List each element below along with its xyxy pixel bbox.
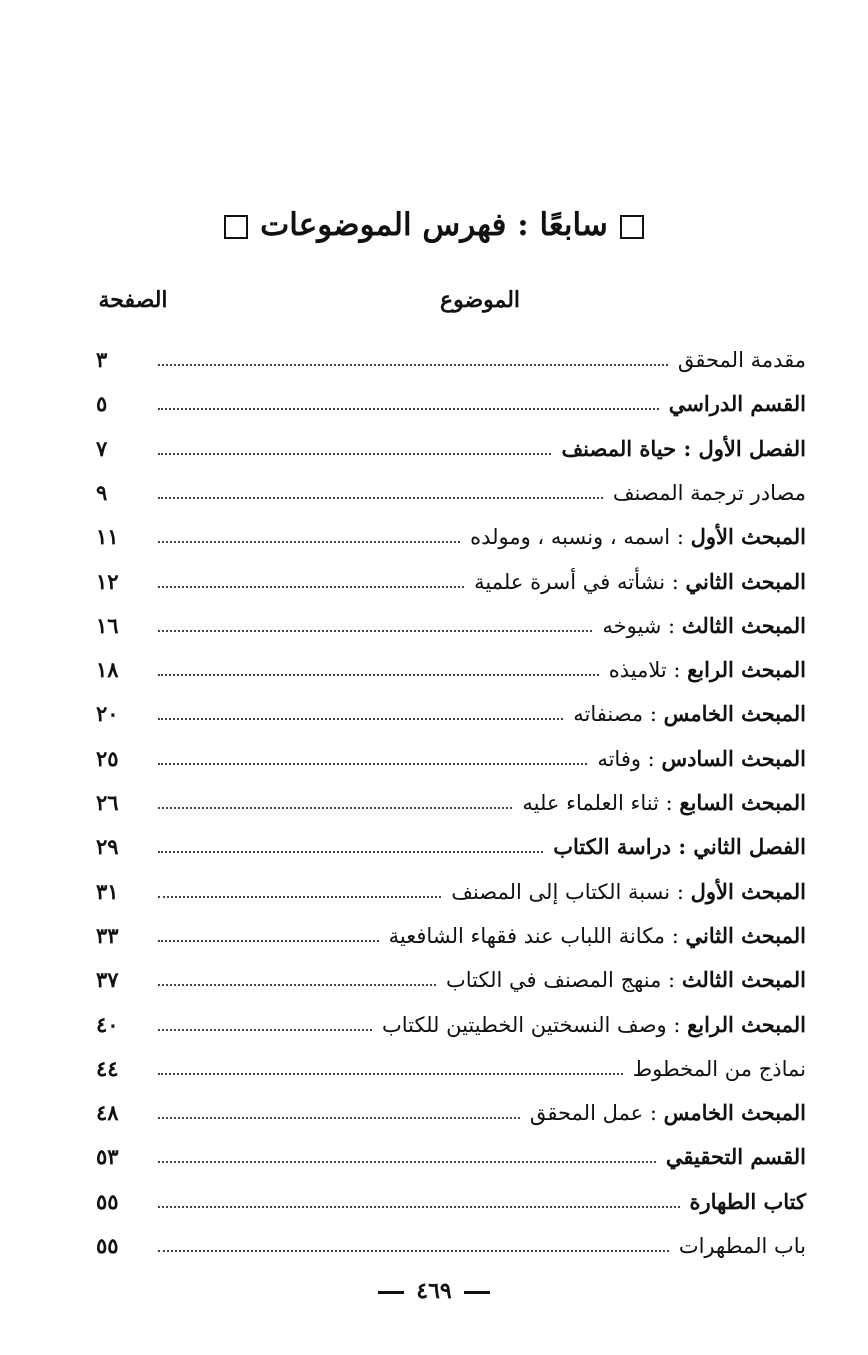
toc-entry-text: مقدمة المحقق <box>677 348 806 372</box>
toc-entry-title <box>451 870 806 914</box>
toc-entry-title <box>669 382 806 426</box>
toc-entry-text: : نشأته في أسرة علمية <box>474 569 686 594</box>
dot-leader <box>158 541 460 543</box>
toc-entry-heading: الفصل الأول : حياة المصنف <box>561 435 806 461</box>
toc-entry <box>0 737 868 781</box>
toc-entry-title <box>470 515 806 559</box>
toc-entry-text: : مكانة اللباب عند فقهاء الشافعية <box>388 923 686 948</box>
toc-entry-title <box>609 648 806 692</box>
toc-entry-title <box>602 604 806 648</box>
toc-entry-title <box>666 1135 806 1179</box>
dot-leader <box>158 1250 669 1252</box>
page-number: ٤٦٩ <box>416 1278 452 1304</box>
toc-entry-heading: المبحث الرابع <box>687 1011 806 1037</box>
page-column-header: الصفحة <box>98 287 168 313</box>
dot-leader <box>158 497 603 499</box>
topic-column-header: الموضوع <box>439 287 521 313</box>
toc-entry-heading: المبحث الثالث <box>681 967 806 993</box>
toc-entry-title <box>553 825 806 869</box>
toc-entry-heading: الفصل الثاني : دراسة الكتاب <box>553 834 806 860</box>
dot-leader <box>158 984 436 986</box>
dot-leader <box>158 1073 623 1075</box>
toc-entry <box>0 781 868 825</box>
toc-entry-heading: كتاب الطهارة <box>689 1188 806 1214</box>
toc-entry-title <box>573 692 806 736</box>
square-ornament-icon <box>620 215 644 239</box>
toc-entry-page: ٣ <box>96 347 108 372</box>
toc-entry-page: ٢٠ <box>96 701 119 727</box>
toc-entry <box>0 648 868 692</box>
toc-entry-page: ٧ <box>96 435 108 461</box>
toc-entry-text: : اسمه ، ونسبه ، ومولده <box>470 525 691 550</box>
toc-entry-title <box>389 914 806 958</box>
toc-entry-text: نماذج من المخطوط <box>632 1056 806 1081</box>
toc-entry <box>0 471 868 515</box>
toc-entry-heading: المبحث الثاني <box>685 922 806 948</box>
toc-entry-page: ٥٣ <box>96 1144 119 1170</box>
dot-leader <box>158 718 563 720</box>
dot-leader <box>158 453 551 455</box>
toc-entry-page: ١٨ <box>96 657 119 683</box>
toc-entry-heading: المبحث الثالث <box>681 612 806 638</box>
toc-entry <box>0 958 868 1002</box>
toc-entry-title <box>561 427 806 471</box>
toc-entry-heading: المبحث الرابع <box>687 657 806 683</box>
toc-entry-text: مصادر ترجمة المصنف <box>612 480 806 505</box>
toc-entry-page: ٤٨ <box>96 1100 119 1126</box>
toc-entry <box>0 427 868 471</box>
toc-entry-text: : عمل المحقق <box>529 1101 664 1126</box>
toc-entry-text: : نسبة الكتاب إلى المصنف <box>451 879 691 904</box>
toc-entry-page: ٣٧ <box>96 967 119 993</box>
toc-entry-page: ١١ <box>96 524 119 550</box>
toc-entry-heading: المبحث السابع <box>679 790 806 815</box>
toc-entry-title <box>522 781 806 825</box>
dot-leader <box>158 586 464 588</box>
toc-entry-heading: المبحث الأول <box>690 878 806 904</box>
dot-leader <box>158 1117 520 1119</box>
toc-entry-title <box>633 1047 806 1091</box>
toc-entry-heading: المبحث السادس <box>661 745 806 771</box>
toc-entry-page: ٢٩ <box>96 834 119 860</box>
dot-leader <box>158 630 592 632</box>
toc-entry-title <box>382 1003 806 1047</box>
toc-entry-page: ٥٥ <box>96 1233 119 1258</box>
toc-entry-text: باب المطهرات <box>678 1234 806 1258</box>
toc-entry-page: ٣١ <box>96 878 119 904</box>
toc-entry-page: ١٦ <box>96 612 119 638</box>
toc-entry-heading: المبحث الخامس <box>663 701 806 727</box>
dot-leader <box>158 674 599 676</box>
dot-leader <box>158 1029 372 1031</box>
toc-entry <box>0 914 868 958</box>
toc-entry <box>0 604 868 648</box>
toc-entry-text: : وفاته <box>597 746 662 771</box>
toc-entry-page: ٢٥ <box>96 745 119 771</box>
toc-entry <box>0 1180 868 1224</box>
dot-leader <box>158 364 668 366</box>
toc-entry <box>0 560 868 604</box>
page-title <box>0 200 868 250</box>
toc-entry-page: ٢٦ <box>96 790 119 815</box>
dot-leader <box>158 408 659 410</box>
toc-entry-title <box>530 1091 806 1135</box>
toc-entry <box>0 1135 868 1179</box>
toc-entry-heading: القسم التحقيقي <box>665 1144 806 1170</box>
toc-entry-title <box>678 338 806 382</box>
toc-entry-text: : مصنفاته <box>573 702 664 727</box>
toc-entry-page: ٤٠ <box>96 1011 119 1037</box>
toc-entry-title <box>613 471 806 515</box>
dot-leader <box>158 896 441 898</box>
toc-entry-page: ٣٣ <box>96 922 119 948</box>
toc-entry <box>0 825 868 869</box>
toc-entry-title <box>597 737 806 781</box>
toc-entry-text: : منهج المصنف في الكتاب <box>446 968 682 993</box>
toc-entry-page: ٤٤ <box>96 1055 119 1081</box>
square-ornament-icon <box>224 215 248 239</box>
toc-entry-title <box>690 1180 807 1224</box>
toc-entry-heading: القسم الدراسي <box>668 391 806 417</box>
toc-entry <box>0 870 868 914</box>
dash-ornament <box>464 1291 490 1294</box>
dot-leader <box>158 763 587 765</box>
toc-entry-heading: المبحث الأول <box>690 524 806 550</box>
toc-entry-page: ٥٥ <box>96 1188 119 1214</box>
dot-leader <box>158 851 543 853</box>
toc-entry-page: ٩ <box>96 479 108 505</box>
toc-entry-text: : ثناء العلماء عليه <box>522 791 680 815</box>
dot-leader <box>158 1206 680 1208</box>
dot-leader <box>158 940 379 942</box>
page-title-text: سابعًا : فهرس الموضوعات <box>260 207 608 243</box>
toc-entry <box>0 1003 868 1047</box>
toc-entry-text: : تلاميذه <box>608 658 688 683</box>
toc-entry-title <box>679 1224 806 1268</box>
dot-leader <box>158 807 512 809</box>
toc-entry-page: ١٢ <box>96 568 119 594</box>
toc-entry-title <box>474 560 806 604</box>
toc-entry <box>0 1224 868 1268</box>
toc-entry <box>0 382 868 426</box>
toc-entry <box>0 1091 868 1135</box>
dot-leader <box>158 1161 656 1163</box>
toc-entry-page: ٥ <box>96 391 108 417</box>
toc-entry-heading: المبحث الخامس <box>663 1100 806 1126</box>
toc-entry <box>0 692 868 736</box>
toc-entry <box>0 1047 868 1091</box>
toc-entry <box>0 515 868 559</box>
toc-entry-text: : شيوخه <box>602 613 682 638</box>
page-footer <box>0 1274 868 1308</box>
toc-entry-text: : وصف النسختين الخطيتين للكتاب <box>381 1012 688 1037</box>
toc-entry-title <box>446 958 806 1002</box>
toc-entry-heading: المبحث الثاني <box>685 568 806 594</box>
dash-ornament <box>378 1291 404 1294</box>
toc-entry <box>0 338 868 382</box>
